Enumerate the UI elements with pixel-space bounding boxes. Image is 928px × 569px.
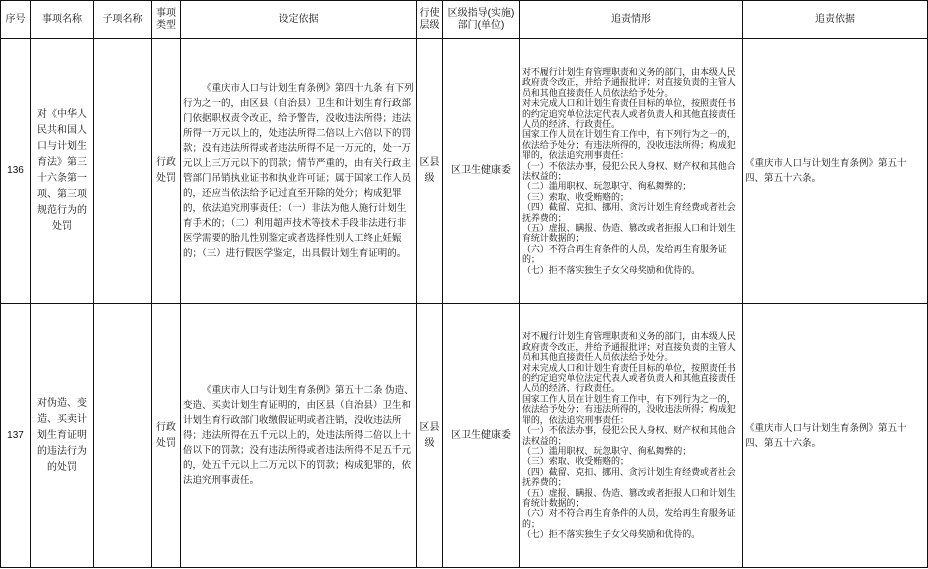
header-item-type: 事项类型 bbox=[152, 1, 181, 39]
accountability-line: （六）对不符合再生育条件的人员，发给再生育服务证的； bbox=[522, 508, 736, 529]
cell-seq: 136 bbox=[1, 39, 31, 304]
basis-text: 《重庆市人口与计划生育条例》第五十二条 伪造、变造、买卖计划生育证明的，由区县（自治县）卫生和计划生育行政部门收缴假证明或者注销，没收违法所得；违法所得在五千元以上的，处违法所得二倍以上十倍以下的罚款；没有违法所得或者违法所得不足五千元的，处五千元以上二万元以下的罚款；构成犯罪的，依法追究刑事责任。 bbox=[183, 385, 414, 486]
cell-accountability bbox=[520, 39, 743, 304]
accountability-line: （五）虚报、瞒报、伪造、篡改或者拒报人口和计划生育统计数据的； bbox=[522, 223, 736, 244]
accountability-line: （四）截留、克扣、挪用、贪污计划生育经费或者社会抚养费的； bbox=[522, 202, 736, 223]
table-row bbox=[1, 304, 928, 568]
accountability-line: （七）拒不落实独生子女父母奖励和优待的。 bbox=[522, 529, 701, 540]
cell-item-type: 行政处罚 bbox=[152, 304, 181, 568]
header-row bbox=[1, 1, 928, 39]
cell-sub-item bbox=[94, 304, 152, 568]
accountability-line: 国家工作人员在计划生育工作中，有下列行为之一的，依法给予处分；有违法所得的，没收违法所得；构成犯罪的，依法追究刑事责任： bbox=[522, 393, 736, 425]
accountability-line: （一）不依法办事，侵犯公民人身权、财产权和其他合法权益的； bbox=[522, 425, 736, 446]
accountability-line: 对未完成人口和计划生育责任目标的单位，按照责任书的约定追究单位法定代表人或者负责人和其他直接责任人员的经济、行政责任。 bbox=[522, 362, 736, 394]
cell-seq: 137 bbox=[1, 304, 31, 568]
cell-level: 区县级 bbox=[417, 39, 443, 304]
accountability-line: （三）索取、收受贿赂的； bbox=[522, 191, 629, 202]
cell-item-name: 对《中华人民共和国人口与计划生育法》第三十六条第一项、第三项规范行为的处罚 bbox=[31, 39, 94, 304]
basis-text: 《重庆市人口与计划生育条例》第四十九条 有下列行为之一的，由区县（自治县）卫生和计划生育行政部门依据职权责令改正，给予警告，没收违法所得；违法所得一万元以上的，处违法所得二倍以上六倍以下的罚款；没有违法所得或者违法所得不足一万元的，处一万元以上三万元以下的罚款；情节严重的，由有关行政主管部门吊销执业证书和执业许可证；属于国家工作人员的，还应当依法给予记过直至开除的处分；构成犯罪的，依法追究刑事责任：（一）非法为他人施行计划生育手术的；（二）利用超声技术等技术手段非法进行非医学需要的胎儿性别鉴定或者选择性别人工终止妊娠的；（三）进行假医学鉴定，出具假计划生育证明的。 bbox=[183, 83, 414, 259]
accountability-line: 国家工作人员在计划生育工作中，有下列行为之一的，依法给予处分；有违法所得的，没收违法所得；构成犯罪的，依法追究刑事责任： bbox=[522, 129, 736, 161]
accountability-line: 对不履行计划生育管理职责和义务的部门，由本级人民政府责令改正，并给予通报批评；对直接负责的主管人员和其他直接责任人员依法给予处分。 bbox=[522, 331, 736, 363]
cell-item-name: 对伪造、变造、买卖计划生育证明的违法行为的处罚 bbox=[31, 304, 94, 568]
accountability-line: （七）拒不落实独生子女父母奖励和优待的。 bbox=[522, 264, 701, 275]
accountability-line: （六）不符合再生育条件的人员，发给再生育服务证的； bbox=[522, 243, 727, 265]
cell-dept: 区卫生健康委 bbox=[443, 39, 520, 304]
table-row bbox=[1, 39, 928, 304]
accountability-line: （一）不依法办事，侵犯公民人身权、财产权和其他合法权益的； bbox=[522, 160, 736, 181]
cell-accountability-basis: 《重庆市人口与计划生育条例》第五十四、第五十六条。 bbox=[743, 39, 928, 304]
accountability-line: 对未完成人口和计划生育责任目标的单位，按照责任书的约定追究单位法定代表人或者负责人和其他直接责任人员的经济、行政责任。 bbox=[522, 98, 736, 129]
accountability-line: 对不履行计划生育管理职责和义务的部门，由本级人民政府责令改正，并给予通报批评；对直接负责的主管人员和其他直接责任人员依法给予处分。 bbox=[522, 66, 736, 98]
header-dept: 区级指导(实施)部门(单位) bbox=[443, 1, 520, 39]
cell-sub-item bbox=[94, 39, 152, 304]
header-seq: 序号 bbox=[1, 1, 31, 39]
header-item-name: 事项名称 bbox=[31, 1, 94, 39]
accountability-line: （二）滥用职权、玩忽职守、徇私舞弊的； bbox=[522, 181, 692, 192]
cell-level: 区县级 bbox=[417, 304, 443, 568]
accountability-line: （五）虚报、瞒报、伪造、篡改或者拒报人口和计划生育统计数据的； bbox=[522, 487, 736, 508]
header-level: 行使层级 bbox=[417, 1, 443, 39]
header-basis: 设定依据 bbox=[181, 1, 417, 39]
cell-accountability-basis: 《重庆市人口与计划生育条例》第五十四、第五十六条。 bbox=[743, 304, 928, 568]
header-sub-item: 子项名称 bbox=[94, 1, 152, 39]
cell-dept: 区卫生健康委 bbox=[443, 304, 520, 568]
accountability-line: （三）索取、收受贿赂的； bbox=[522, 456, 629, 467]
header-accountability: 追责情形 bbox=[520, 1, 743, 39]
cell-basis bbox=[181, 39, 417, 304]
header-accountability-basis: 追责依据 bbox=[743, 1, 928, 39]
cell-item-type: 行政处罚 bbox=[152, 39, 181, 304]
cell-basis bbox=[181, 304, 417, 568]
accountability-line: （四）截留、克扣、挪用、贪污计划生育经费或者社会抚养费的； bbox=[522, 466, 736, 488]
cell-accountability bbox=[520, 304, 743, 568]
accountability-line: （二）滥用职权、玩忽职守、徇私舞弊的； bbox=[522, 445, 692, 456]
